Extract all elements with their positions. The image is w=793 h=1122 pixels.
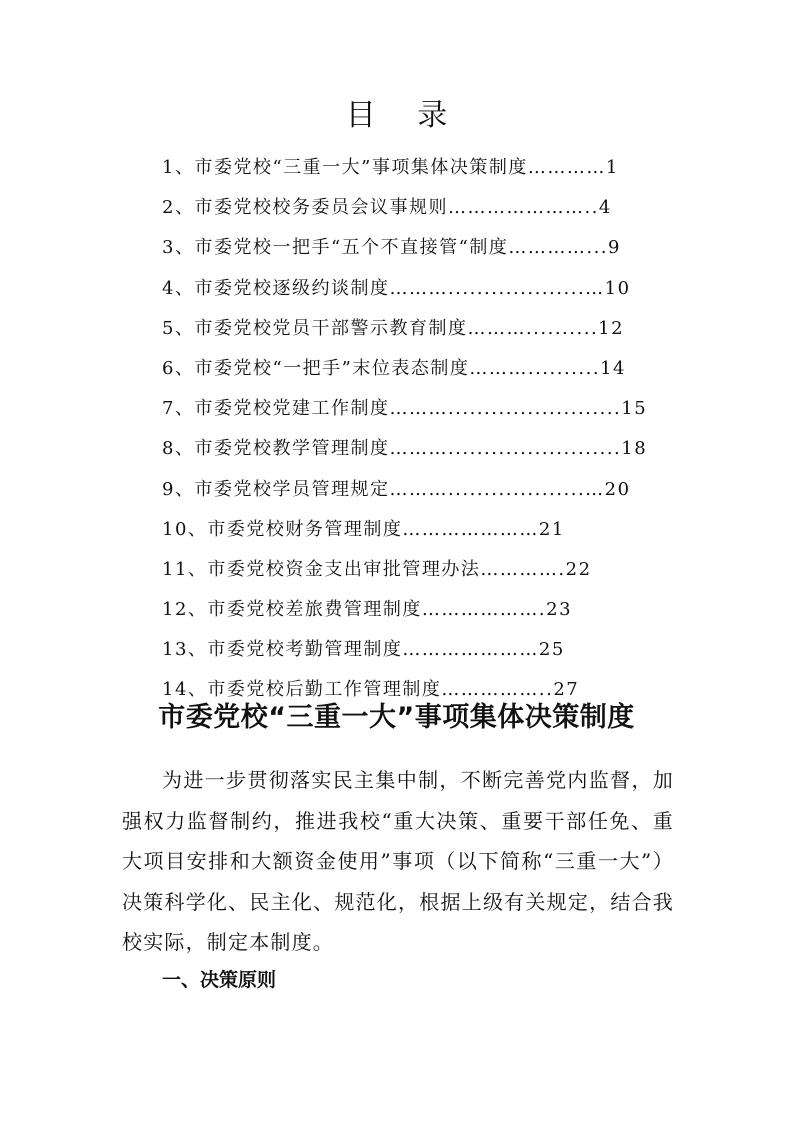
toc-item: 1、市委党校“三重一大”事项集体决策制度…………1 bbox=[162, 157, 619, 178]
toc-item: 10、市委党校财务管理制度…………………21 bbox=[162, 518, 565, 540]
toc-item: 5、市委党校党员干部警示教育制度………..........12 bbox=[162, 317, 625, 339]
toc-item: 8、市委党校教学管理制度………........................18 bbox=[162, 438, 648, 460]
toc-item: 7、市委党校党建工作制度………........................15 bbox=[162, 398, 648, 420]
toc-item: 14、市委党校后勤工作管理制度……………..27 bbox=[162, 679, 580, 701]
toc-item: 11、市委党校资金支出审批管理办法………….22 bbox=[162, 558, 592, 580]
section-heading: 一、决策原则 bbox=[162, 969, 277, 991]
toc-item: 12、市委党校差旅费管理制度……………….23 bbox=[162, 599, 573, 621]
intro-paragraph: 为进一步贯彻落实民主集中制，不断完善党内监督，加强权力监督制约，推进我校“重大决策、重要干部任免、重大项目安排和大额资金使用”事项（以下简称“三重一大”）决策科学化、民主化、规范化，根据上级有关规定，结合我校实际，制定本制度。 bbox=[122, 768, 674, 954]
document-title: 市委党校“三重一大”事项集体决策制度 bbox=[158, 702, 635, 733]
table-of-contents bbox=[162, 148, 702, 711]
toc-item: 9、市委党校学员管理规定………...................…20 bbox=[162, 478, 631, 500]
toc-title: 目 录 bbox=[345, 98, 464, 133]
toc-item: 2、市委党校校务委员会议事规则…………………..4 bbox=[162, 197, 612, 219]
toc-item: 3、市委党校一把手“五个不直接管“制度…………...9 bbox=[162, 237, 621, 259]
toc-item: 6、市委党校“一把手”末位表态制度………..........14 bbox=[162, 357, 626, 379]
toc-item: 13、市委党校考勤管理制度…………………25 bbox=[162, 639, 565, 661]
toc-item: 4、市委党校逐级约谈制度………...................…10 bbox=[162, 277, 631, 299]
